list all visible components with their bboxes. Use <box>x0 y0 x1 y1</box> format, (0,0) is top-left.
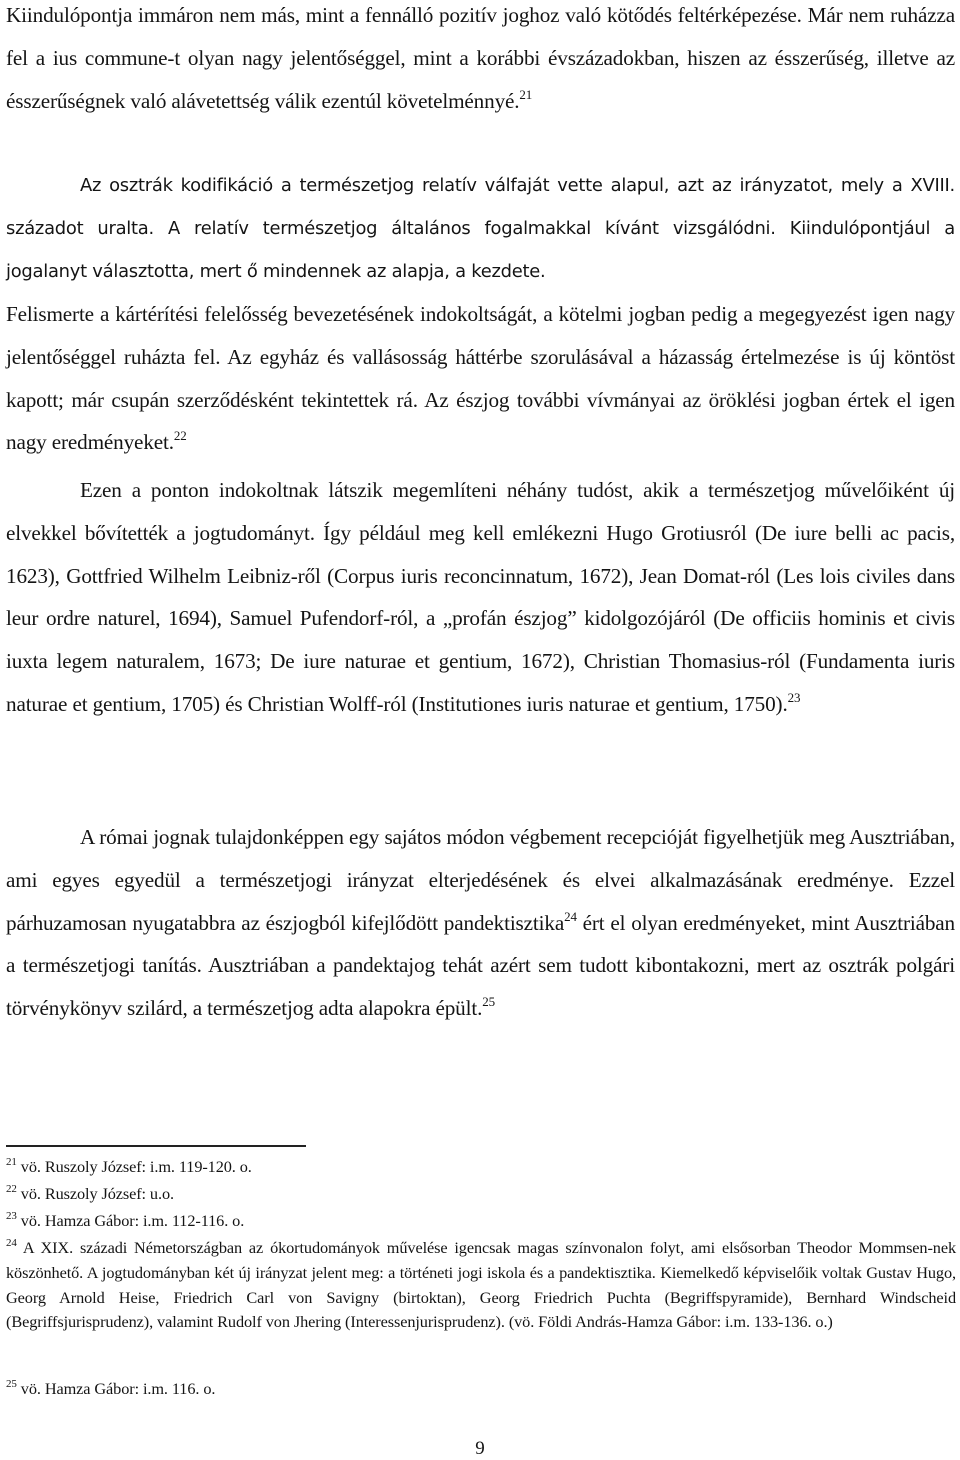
footnote-22: $^{22}$ vö. Ruszoly József: u.o. <box>6 1183 174 1203</box>
footnote-ref-21[interactable]: 21 <box>519 86 533 102</box>
footnote-21: $^{21}$ vö. Ruszoly József: i.m. 119-120. o. <box>6 1156 252 1176</box>
footnote-ref-25[interactable]: 25 <box>482 994 495 1010</box>
footnote-24: $^{24}$ A XIX. századi Németországban az ókortudományok művelése igencsak magas színvonalon folyt, ami elsősorban Theodor Mommsen-nek köszönhető. A jogtudományban két új irányzat jelent meg: a történeti jogi iskola és a pandektisztika. Kiemelkedő képviselőik voltak Gustav Hugo, Georg Arnold Heise, Friedrich Carl von Savigny (birtoktan), Georg Friedrich Puchta (Begriffspyramide), Bernhard Windscheid (Begriffsjurisprudenz), valamint Rudolf von Jhering (Interessenjurisprudenz). (vö. Földi András-Hamza Gábor: i.m. 133-136. o.) <box>6 1237 957 1332</box>
footnote-ref-23[interactable]: 23 <box>787 689 801 705</box>
body-paragraph-4: A római jognak tulajdonképpen egy sajátos módon végbement recepcióját figyelhetjük meg Ausztriában, ami egyes egyedül a természetjogi irányzat elterjedésének és elvei alkalmazásának eredménye. Ezzel párhuzamosan nyugatabbra az észjogból kifejlődött pandektisztika$^{24}$ ért el olyan eredményeket, mint Ausztriában a természetjogi tanítás. Ausztriában a pandektajog tehát azért sem tudott kibontakozni, mert az osztrák polgári törvénykönyv szilárd, a természetjog adta alapokra épült.$^{25}$ <box>6 825 955 1021</box>
footnote-ref-22[interactable]: 22 <box>173 428 187 444</box>
footnote-separator <box>6 1145 306 1147</box>
body-paragraph-3: Ezen a ponton indokoltnak látszik megemlíteni néhány tudóst, akik a természetjog művelőiként új elvekkel bővítették a jogtudományt. Így például meg kell emlékezni Hugo Grotiusról (De iure belli ac pacis, 1623), Gottfried Wilhelm Leibniz-ről (Corpus iuris reconcinnatum, 1672), Jean Domat-ról (Les lois civiles dans leur ordre naturel, 1694), Samuel Pufendorf-ról, a „profán észjog” kidolgozójáról (De officiis hominis et civis iuxta legem naturalem, 1673; De iure naturae et gentium, 1672), Christian Thomasius-ról (Fundamenta iuris naturae et gentium, 1705) és Christian Wolff-ról (Institutiones iuris naturae et gentium, 1750).$^{23}$ <box>6 478 955 716</box>
body-paragraph-2-continued: Felismerte a kártérítési felelősség bevezetésének indokoltságát, a kötelmi jogban pedig a megegyezést igen nagy jelentőséggel ruházta fel. Az egyház és vallásosság háttérbe szorulásával a házasság értelmezése is új köntöst kapott; már csupán szerződésként tekintettek rá. Az észjog további vívmányai az öröklési jogban értek el igen nagy eredményeket.$^{22}$ <box>6 302 955 455</box>
page-number: 9 <box>475 1438 485 1459</box>
body-paragraph-1: Kiindulópontja immáron nem más, mint a fennálló pozitív joghoz való kötődés feltérképezése. Már nem ruházza fel a ius commune-t olyan nagy jelentőséggel, mint a korábbi évszázadokban, hiszen az ésszerűség, illetve az ésszerűségnek való alávetettség válik ezentúl követelménnyé.$^{21}$ <box>6 3 955 113</box>
body-paragraph-2: Az osztrák kodifikáció a természetjog relatív válfaját vette alapul, azt az irányzatot, mely a XVIII. századot uralta. A relatív természetjog általános fogalmakkal kívánt vizsgálódni. Kiindulópontjául a jogalanyt választotta, mert ő mindennek az alapja, a kezdete. <box>6 175 955 282</box>
footnote-ref-24[interactable]: 24 <box>564 908 577 924</box>
footnote-23: $^{23}$ vö. Hamza Gábor: i.m. 112-116. o. <box>6 1210 245 1230</box>
footnote-25: $^{25}$ vö. Hamza Gábor: i.m. 116. o. <box>6 1378 216 1398</box>
